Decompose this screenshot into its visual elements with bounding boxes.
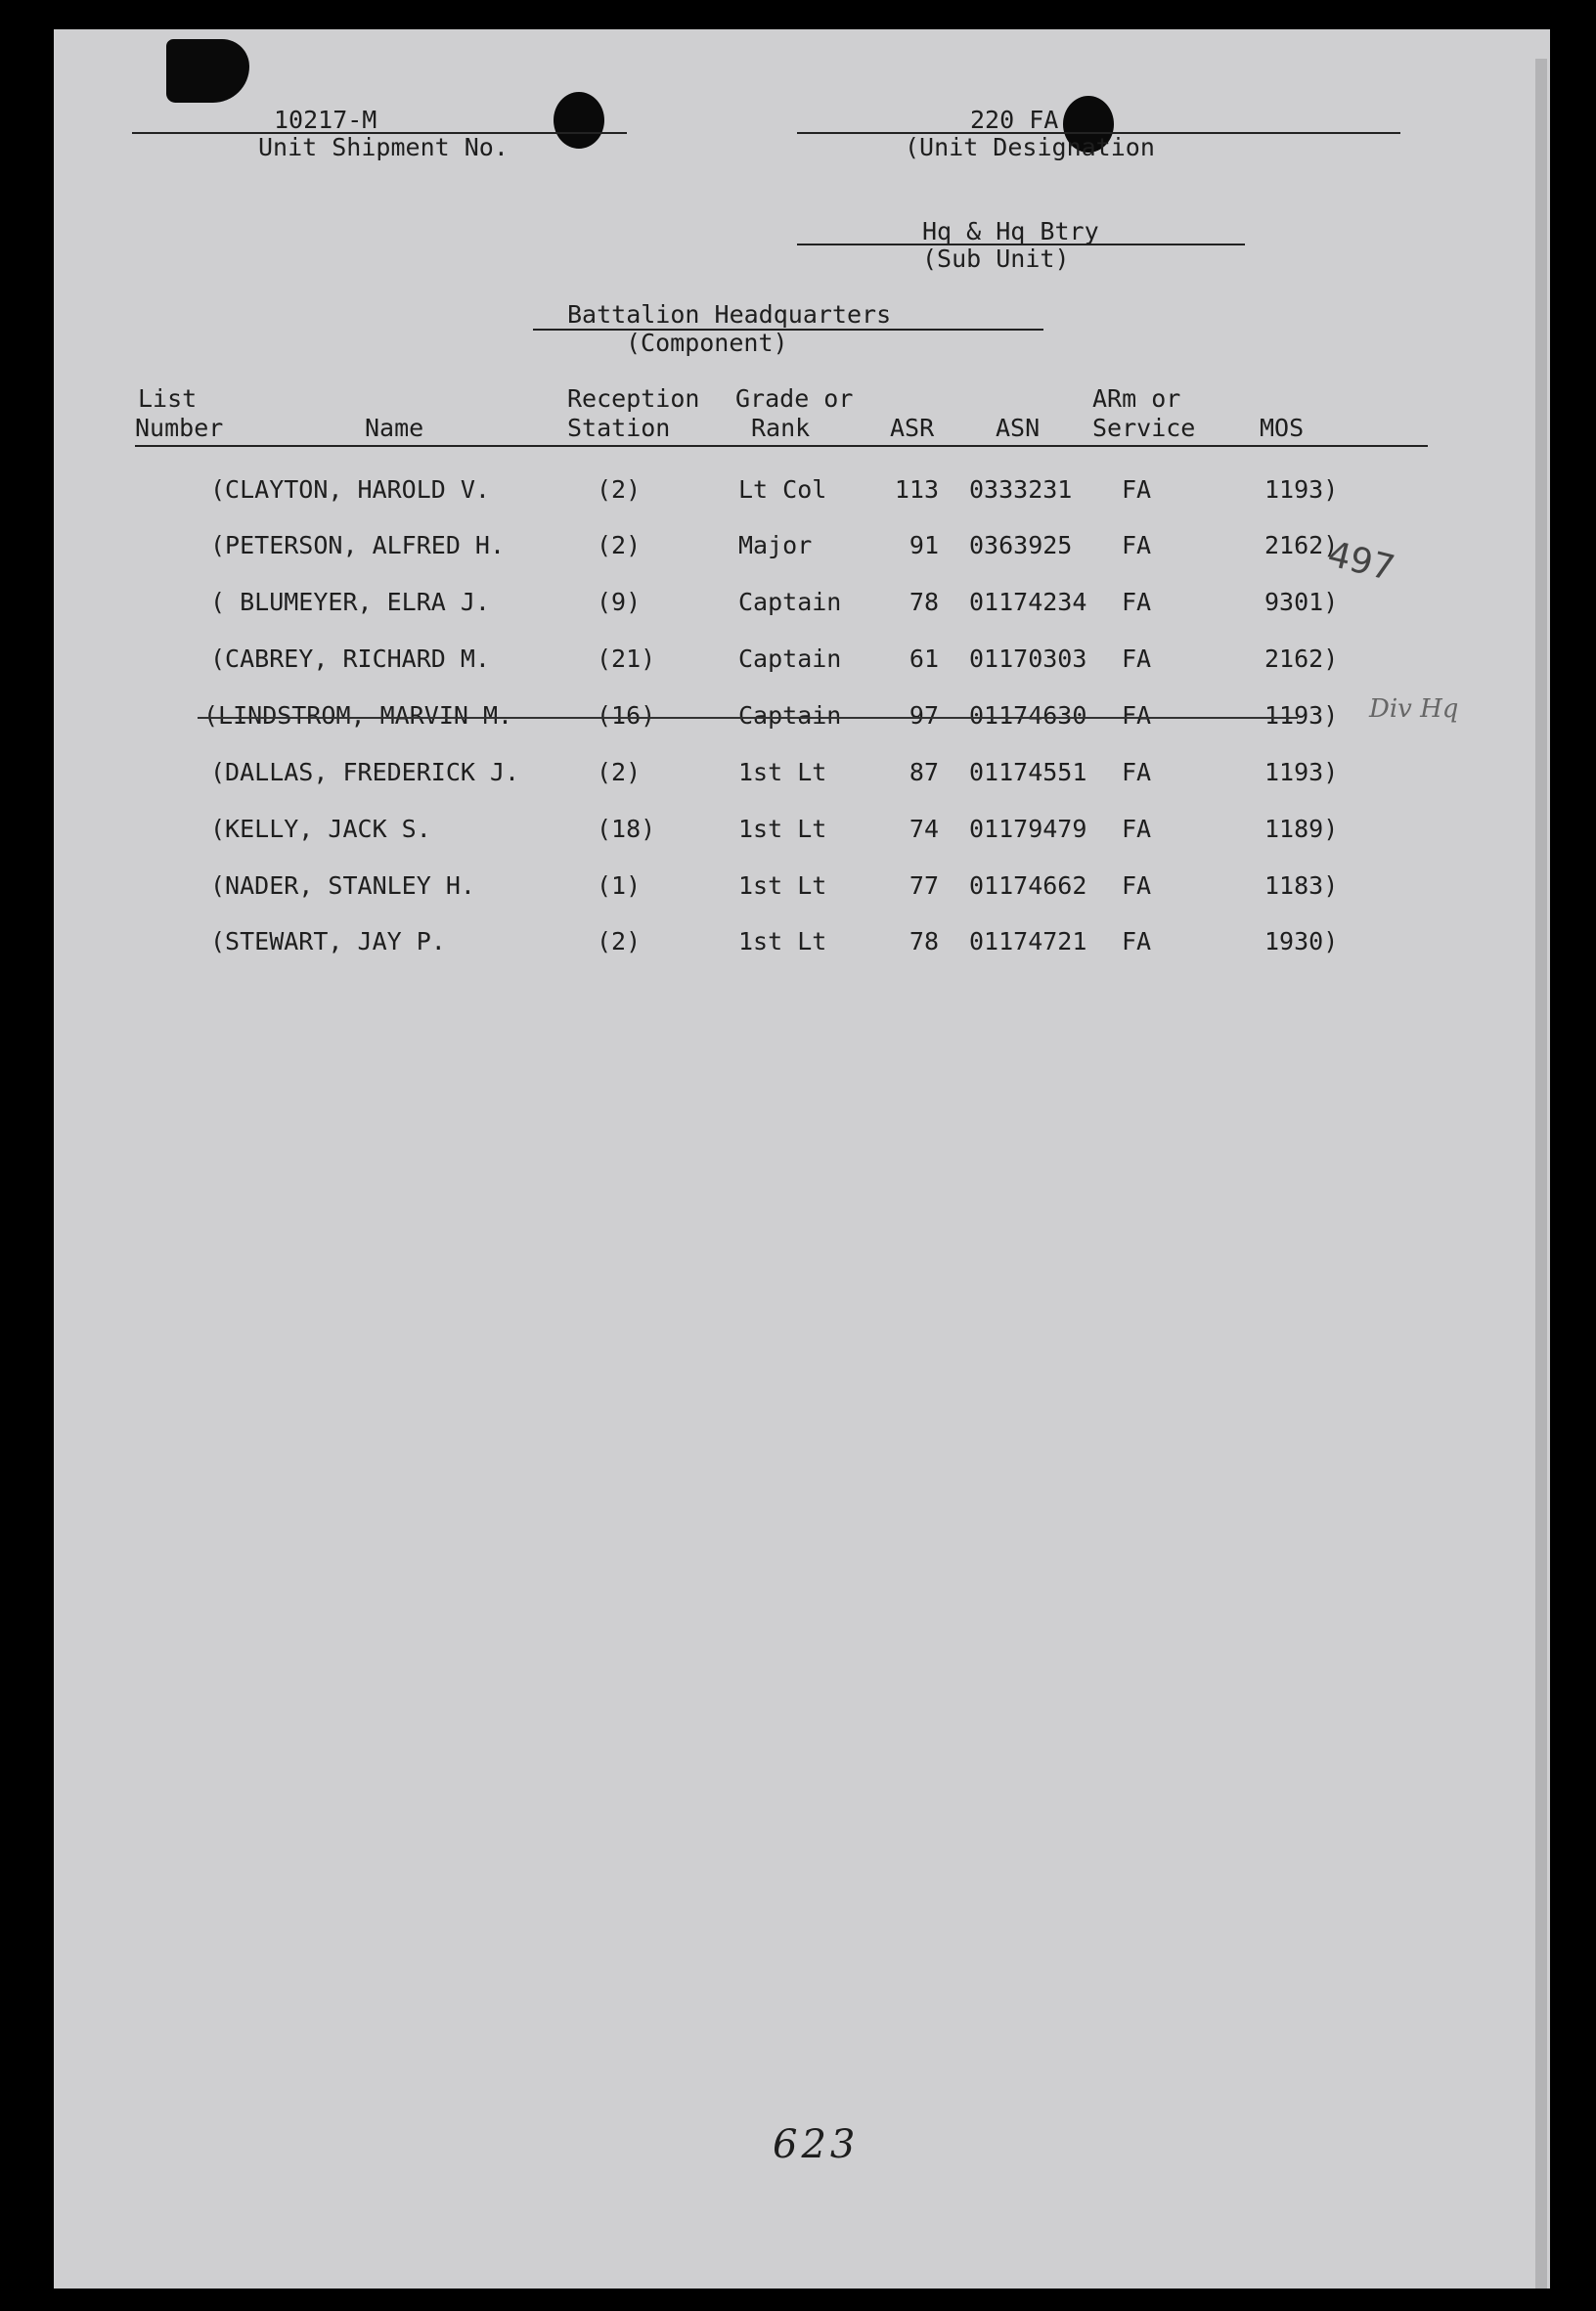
row-asr: 97 bbox=[909, 701, 939, 730]
sub-unit: Hq & Hq Btry bbox=[922, 217, 1099, 245]
row-asr: 87 bbox=[909, 758, 939, 786]
row-asr: 78 bbox=[909, 588, 939, 616]
row-asr: 61 bbox=[909, 644, 939, 673]
header-rule bbox=[135, 445, 1428, 447]
stamp-number: 497 bbox=[1323, 534, 1399, 590]
row-station: (9) bbox=[597, 588, 642, 616]
row-grade: Captain bbox=[738, 701, 842, 730]
row-mos: 2162) bbox=[1264, 531, 1339, 559]
component-caption: (Component) bbox=[626, 329, 788, 357]
row-asr: 78 bbox=[909, 927, 939, 956]
row-mos: 2162) bbox=[1264, 644, 1339, 673]
row-grade: 1st Lt bbox=[738, 927, 827, 956]
col-reception-1: Reception bbox=[567, 384, 700, 413]
row-grade: Captain bbox=[738, 644, 842, 673]
row-name: (CLAYTON, HAROLD V. bbox=[210, 475, 490, 504]
unit-caption: (Unit Designation bbox=[905, 133, 1155, 161]
row-name: ( BLUMEYER, ELRA J. bbox=[210, 588, 490, 616]
row-mos: 1183) bbox=[1264, 871, 1339, 900]
row-asn: 01174551 bbox=[969, 758, 1087, 786]
paper-edge bbox=[1535, 59, 1547, 2289]
row-station: (2) bbox=[597, 927, 642, 956]
row-mos: 9301) bbox=[1264, 588, 1339, 616]
row-asn: 0363925 bbox=[969, 531, 1073, 559]
row-name: (PETERSON, ALFRED H. bbox=[210, 531, 506, 559]
row-grade: 1st Lt bbox=[738, 871, 827, 900]
component-rule bbox=[533, 329, 1043, 331]
row-arm: FA bbox=[1122, 475, 1152, 504]
col-mos: MOS bbox=[1260, 414, 1305, 442]
row-name: (DALLAS, FREDERICK J. bbox=[210, 758, 520, 786]
col-list-number-2: Number bbox=[135, 414, 224, 442]
row-station: (2) bbox=[597, 758, 642, 786]
row-asn: 01179479 bbox=[969, 815, 1087, 843]
row-mos: 1189) bbox=[1264, 815, 1339, 843]
row-name: (LINDSTROM, MARVIN M. bbox=[203, 701, 513, 730]
row-station: (21) bbox=[597, 644, 656, 673]
row-mos: 1930) bbox=[1264, 927, 1339, 956]
page-number: 623 bbox=[773, 2122, 860, 2167]
punch-hole-left bbox=[554, 92, 604, 149]
col-arm-1: ARm or bbox=[1092, 384, 1181, 413]
col-asn: ASN bbox=[996, 414, 1041, 442]
row-asn: 01174721 bbox=[969, 927, 1087, 956]
row-asn: 01174234 bbox=[969, 588, 1087, 616]
row-name: (STEWART, JAY P. bbox=[210, 927, 446, 956]
row-arm: FA bbox=[1122, 588, 1152, 616]
row-station: (18) bbox=[597, 815, 656, 843]
row-asr: 91 bbox=[909, 531, 939, 559]
row-grade: 1st Lt bbox=[738, 758, 827, 786]
row-asn: 01170303 bbox=[969, 644, 1087, 673]
paper-sheet bbox=[54, 29, 1550, 2289]
shipment-number: 10217-M bbox=[274, 106, 377, 134]
row-name: (KELLY, JACK S. bbox=[210, 815, 431, 843]
row-arm: FA bbox=[1122, 531, 1152, 559]
row-asn: 01174662 bbox=[969, 871, 1087, 900]
row-asn: 0333231 bbox=[969, 475, 1073, 504]
row-grade: 1st Lt bbox=[738, 815, 827, 843]
row-asr: 77 bbox=[909, 871, 939, 900]
row-grade: Lt Col bbox=[738, 475, 827, 504]
row-grade: Major bbox=[738, 531, 813, 559]
row-asn: 01174630 bbox=[969, 701, 1087, 730]
margin-note: Div Hq bbox=[1369, 694, 1459, 724]
row-arm: FA bbox=[1122, 701, 1152, 730]
row-mos: 1193) bbox=[1264, 701, 1339, 730]
col-asr: ASR bbox=[890, 414, 935, 442]
row-grade: Captain bbox=[738, 588, 842, 616]
row-arm: FA bbox=[1122, 758, 1152, 786]
row-arm: FA bbox=[1122, 927, 1152, 956]
row-station: (1) bbox=[597, 871, 642, 900]
component: Battalion Headquarters bbox=[567, 300, 892, 329]
col-name: Name bbox=[365, 414, 424, 442]
torn-corner bbox=[166, 39, 249, 103]
col-arm-2: Service bbox=[1092, 414, 1196, 442]
row-asr: 74 bbox=[909, 815, 939, 843]
row-arm: FA bbox=[1122, 871, 1152, 900]
row-name: (CABREY, RICHARD M. bbox=[210, 644, 490, 673]
row-mos: 1193) bbox=[1264, 758, 1339, 786]
row-station: (2) bbox=[597, 531, 642, 559]
col-grade-2: Rank bbox=[751, 414, 811, 442]
shipment-caption: Unit Shipment No. bbox=[258, 133, 509, 161]
col-list-number-1: List bbox=[138, 384, 198, 413]
unit-designation: 220 FA bbox=[970, 106, 1059, 134]
strikethrough-line bbox=[198, 717, 1298, 719]
row-asr: 113 bbox=[894, 475, 939, 504]
row-arm: FA bbox=[1122, 644, 1152, 673]
row-mos: 1193) bbox=[1264, 475, 1339, 504]
row-arm: FA bbox=[1122, 815, 1152, 843]
row-station: (2) bbox=[597, 475, 642, 504]
row-name: (NADER, STANLEY H. bbox=[210, 871, 475, 900]
col-reception-2: Station bbox=[567, 414, 671, 442]
sub-unit-caption: (Sub Unit) bbox=[922, 244, 1070, 273]
row-station: (16) bbox=[597, 701, 656, 730]
col-grade-1: Grade or bbox=[735, 384, 854, 413]
